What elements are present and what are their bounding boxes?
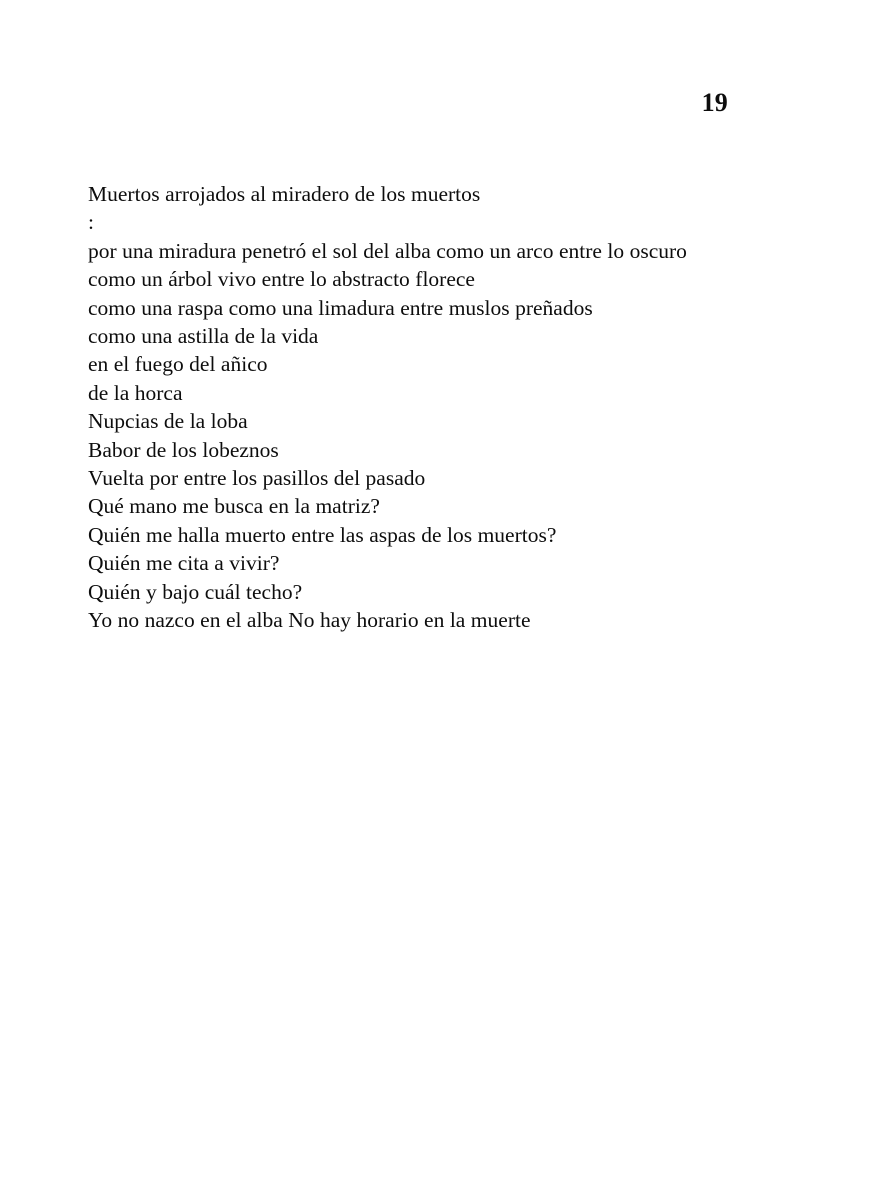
poem-line: de la horca: [88, 380, 183, 405]
poem-line: Muertos arrojados al miradero de los muertos: [88, 182, 481, 206]
poem-line: Vuelta por entre los pasillos del pasado: [88, 466, 426, 491]
poem-body: [88, 180, 733, 635]
poem-line: Nupcias de la loba: [88, 409, 248, 434]
poem-line: por una miradura penetró el sol del alba como un arco entre lo oscuro: [88, 238, 687, 263]
poem-line: Quién me cita a vivir?: [88, 551, 280, 576]
poem-line: Yo no nazco en el alba No hay horario en la muerte: [88, 608, 531, 633]
poem-line: Quién me halla muerto entre las aspas de los muertos?: [88, 522, 557, 547]
page-number: 19: [701, 88, 728, 117]
poem-line: en el fuego del añico: [88, 352, 268, 377]
poem-line: :: [88, 210, 94, 235]
poem-line: Qué mano me busca en la matriz?: [88, 494, 380, 519]
poem-line: como una astilla de la vida: [88, 324, 319, 349]
poem-line: como una raspa como una limadura entre muslos preñados: [88, 295, 593, 320]
poem-line: Babor de los lobeznos: [88, 437, 279, 462]
poem-line: Quién y bajo cuál techo?: [88, 579, 303, 604]
poem-line: como un árbol vivo entre lo abstracto florece: [88, 267, 475, 292]
